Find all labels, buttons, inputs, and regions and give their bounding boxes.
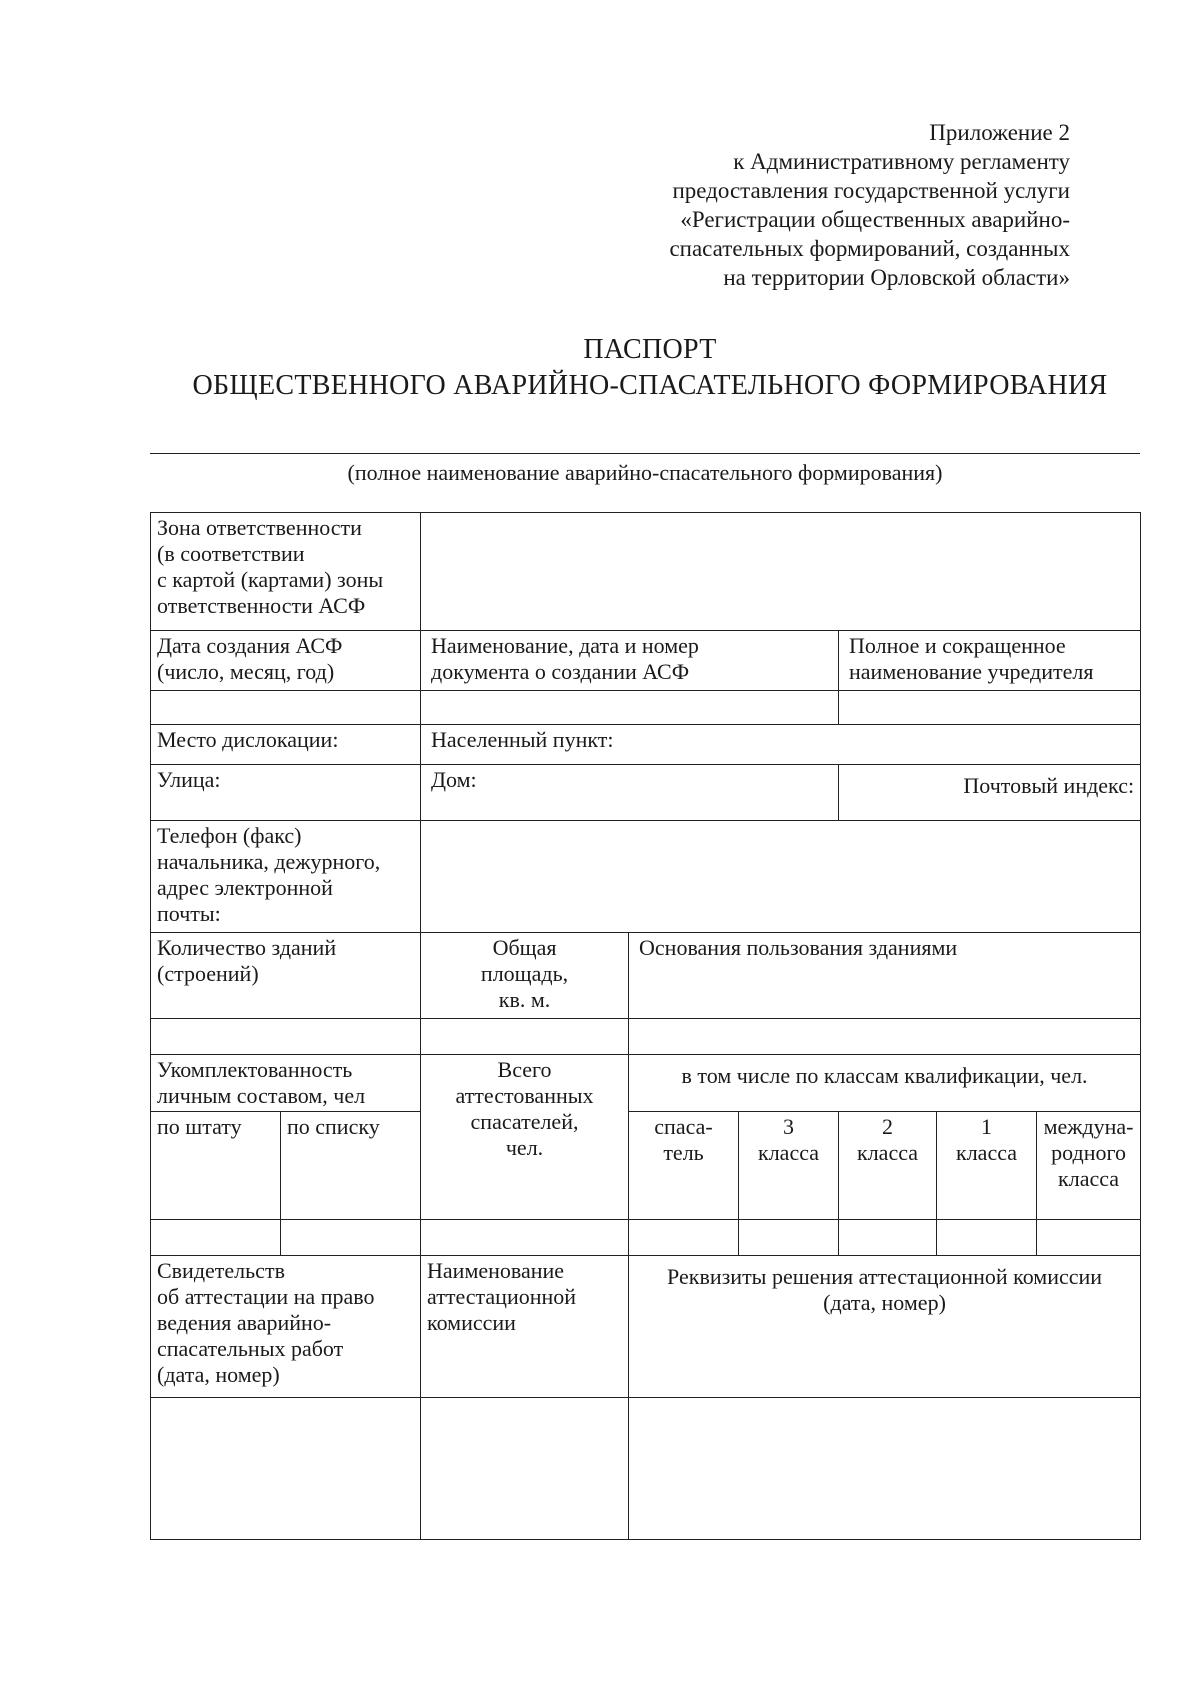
class-2-value-cell[interactable] [839, 1220, 937, 1256]
certificates-value-cell[interactable] [151, 1398, 421, 1540]
document-title [150, 332, 1150, 404]
certificates-label: об аттестации на право [157, 1284, 375, 1309]
class-header-line: тель [663, 1140, 704, 1165]
decision-value-cell[interactable] [629, 1398, 1141, 1540]
street-label: Улица: [157, 767, 221, 792]
class-header-line: класса [1058, 1166, 1120, 1191]
commission-value-cell[interactable] [421, 1398, 629, 1540]
certified-label: аттестованных [455, 1083, 594, 1108]
class-header-line: междуна- [1043, 1114, 1134, 1139]
founder-label-cell [839, 631, 1141, 691]
usage-basis-label: Основания пользования зданиями [639, 935, 958, 960]
buildings-value-cell[interactable] [151, 1019, 421, 1055]
location-label: Место дислокации: [157, 727, 339, 752]
phone-value-cell[interactable] [421, 821, 1141, 933]
usage-basis-label-cell [629, 933, 1141, 1019]
annex-header [510, 118, 1070, 292]
certificates-label: Свидетельств [157, 1258, 285, 1283]
class-header-line: спаса- [654, 1114, 713, 1139]
class-3-header [739, 1112, 839, 1220]
zone-label: с картой (картами) зоны [157, 567, 384, 592]
class-rescuer-value-cell[interactable] [629, 1220, 739, 1256]
by-staff-label-cell [151, 1112, 281, 1220]
area-label: Общая [492, 935, 557, 960]
class-1-header [937, 1112, 1037, 1220]
phone-label: адрес электронной [157, 875, 333, 900]
certified-label: Всего [497, 1057, 552, 1082]
phone-label: Телефон (факс) [157, 823, 302, 848]
buildings-label: (строений) [157, 961, 259, 986]
area-label: кв. м. [498, 987, 551, 1012]
house-label: Дом: [431, 767, 477, 792]
annex-line: «Регистрации общественных аварийно- [680, 207, 1070, 232]
postal-label: Почтовый индекс: [963, 773, 1135, 798]
creation-doc-label: документа о создании АСФ [431, 659, 690, 684]
zone-label: (в соответствии [157, 541, 305, 566]
certificates-label-cell [151, 1256, 421, 1398]
area-label-cell [421, 933, 629, 1019]
phone-label-cell [151, 821, 421, 933]
area-value-cell[interactable] [421, 1019, 629, 1055]
commission-label: Наименование [427, 1258, 565, 1283]
settlement-label: Населенный пункт: [431, 727, 614, 752]
phone-label: начальника, дежурного, [157, 849, 381, 874]
class-3-value-cell[interactable] [739, 1220, 839, 1256]
by-class-label: в том числе по классам квалификации, чел. [681, 1063, 1088, 1088]
class-rescuer-header [629, 1112, 739, 1220]
certificates-label: ведения аварийно- [157, 1310, 332, 1335]
class-header-line: класса [956, 1140, 1018, 1165]
class-1-value-cell[interactable] [937, 1220, 1037, 1256]
staffing-label: Укомплектованность [157, 1057, 353, 1082]
settlement-cell[interactable] [421, 725, 1141, 765]
phone-label: почты: [157, 901, 221, 926]
commission-label: аттестационной [427, 1284, 577, 1309]
by-list-label: по списку [287, 1114, 380, 1139]
class-header-line: класса [857, 1140, 919, 1165]
class-header-line: 3 [783, 1114, 795, 1139]
class-header-line: 2 [882, 1114, 894, 1139]
buildings-label-cell [151, 933, 421, 1019]
certified-label-cell [421, 1055, 629, 1220]
founder-label: Полное и сокращенное [849, 633, 1066, 658]
buildings-label: Количество зданий [157, 935, 337, 960]
class-international-value-cell[interactable] [1037, 1220, 1141, 1256]
certified-value-cell[interactable] [421, 1220, 629, 1256]
founder-value-cell[interactable] [839, 691, 1141, 725]
title-line: ПАСПОРТ [583, 334, 717, 365]
creation-date-label: (число, месяц, год) [157, 659, 335, 684]
house-cell[interactable] [421, 765, 839, 821]
annex-line: к Административному регламенту [733, 149, 1070, 174]
by-class-label-cell [629, 1055, 1141, 1112]
class-international-header [1037, 1112, 1141, 1220]
creation-doc-label-cell [421, 631, 839, 691]
decision-label: Реквизиты решения аттестационной комиссии [667, 1264, 1103, 1289]
area-label: площадь, [480, 961, 569, 986]
annex-line: спасательных формирований, созданных [669, 236, 1070, 261]
certificates-label: (дата, номер) [157, 1362, 280, 1387]
commission-label-cell [421, 1256, 629, 1398]
founder-label: наименование учредителя [849, 659, 1094, 684]
certificates-label: спасательных работ [157, 1336, 344, 1361]
title-line: ОБЩЕСТВЕННОГО АВАРИЙНО-СПАСАТЕЛЬНОГО ФОРМИРОВАНИЯ [192, 370, 1108, 401]
creation-doc-value-cell[interactable] [421, 691, 839, 725]
zone-label: Зона ответственности [157, 515, 362, 540]
certified-label: чел. [505, 1135, 544, 1160]
annex-line: Приложение 2 [929, 120, 1070, 145]
class-header-line: 1 [981, 1114, 993, 1139]
full-name-field-line[interactable] [150, 453, 1140, 454]
staffing-label: личным составом, чел [157, 1083, 366, 1108]
creation-date-value-cell[interactable] [151, 691, 421, 725]
creation-doc-label: Наименование, дата и номер [431, 633, 699, 658]
passport-form-table [150, 512, 1141, 1540]
by-list-value-cell[interactable] [281, 1220, 421, 1256]
by-list-label-cell [281, 1112, 421, 1220]
creation-date-label: Дата создания АСФ [157, 633, 343, 658]
by-staff-value-cell[interactable] [151, 1220, 281, 1256]
full-name-caption: (полное наименование аварийно-спасательного формирования) [347, 460, 943, 485]
postal-cell[interactable] [839, 765, 1141, 821]
class-header-line: класса [758, 1140, 820, 1165]
annex-line: на территории Орловской области» [723, 265, 1070, 290]
decision-label: (дата, номер) [823, 1290, 946, 1315]
location-label-cell [151, 725, 421, 765]
certified-label: спасателей, [470, 1109, 579, 1134]
usage-basis-value-cell[interactable] [629, 1019, 1141, 1055]
annex-line: предоставления государственной услуги [672, 178, 1070, 203]
commission-label: комиссии [427, 1310, 516, 1335]
by-staff-label: по штату [157, 1114, 242, 1139]
decision-label-cell [629, 1256, 1141, 1398]
staffing-label-cell [151, 1055, 421, 1112]
zone-label: ответственности АСФ [157, 593, 366, 618]
creation-date-label-cell [151, 631, 421, 691]
zone-label-cell [151, 513, 421, 631]
street-cell[interactable] [151, 765, 421, 821]
zone-value-cell[interactable] [421, 513, 1141, 631]
class-header-line: родного [1051, 1140, 1126, 1165]
class-2-header [839, 1112, 937, 1220]
